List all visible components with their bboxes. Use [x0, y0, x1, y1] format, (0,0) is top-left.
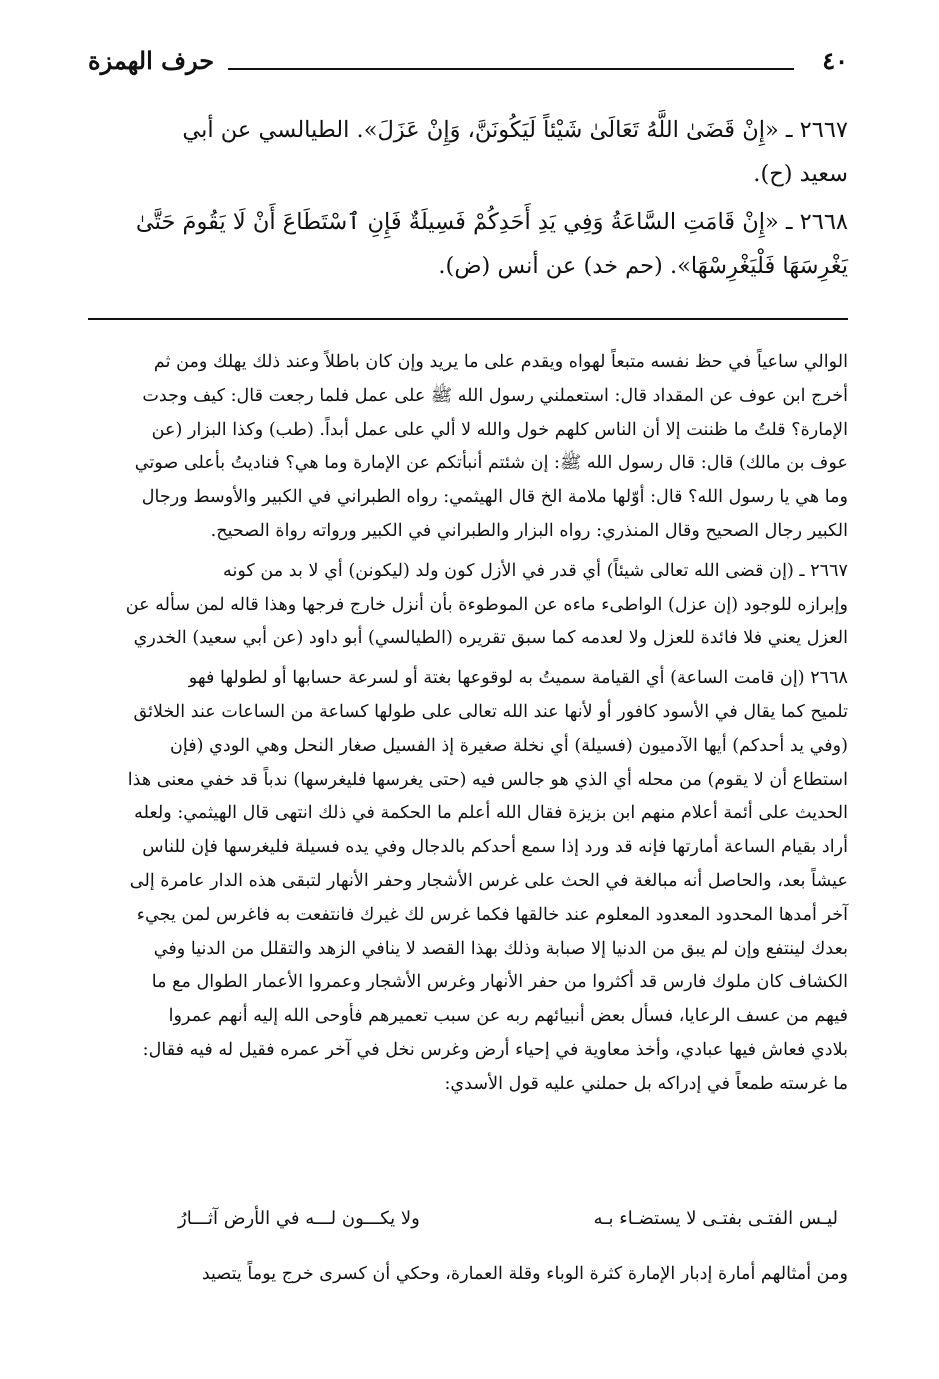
commentary-line: الكبير رجال الصحيح وقال المنذري: رواه البزار والطبراني في الكبير ورواته رواة الصحيح.	[210, 520, 848, 541]
commentary-line: عيشاً بعد، والحاصل أنه مبالغة في الحث على غرس الأشجار وحفر الأنهار لتبقى هذه الدار عامرة إلى	[129, 870, 848, 891]
hadith-2667	[88, 108, 848, 196]
poem-hemistich-first: ليـس الفتـى بفتـى لا يستضـاء بـه	[593, 1208, 838, 1229]
commentary-line: (وفي يد أحدكم) أيها الآدميون (فسيلة) أي نخلة صغيرة إذ الفسيل صغار النحل وهي الودي (فإن	[169, 735, 848, 756]
page-header	[88, 42, 848, 82]
commentary-line: الإمارة؟ قلتُ ما ظننت إلا أن الناس كلهم خول والله لا ألي على عمل أبداً. (طب) وكذا البزار (عن	[151, 419, 848, 440]
commentary-2667	[88, 555, 848, 656]
hadith-text-block	[88, 108, 848, 292]
commentary-block	[88, 346, 848, 1102]
commentary-line: آخر أمدها المحدود المعدود المعلوم عند خالقها فكما غرس لك غيرك فانتفعت به فاغرس لمن يجيء	[136, 904, 848, 925]
page-number: ٤٠	[822, 46, 848, 75]
commentary-line: فيهم من عسف الرعايا، فسأل بعض أنبيائهم ربه عن سبب تعميرهم فأوحى الله إليه أنهم عمروا	[168, 1006, 848, 1027]
commentary-line: الكشاف كان ملوك فارس قد أكثروا من حفر الأنهار وغرس الأشجار وعمروا الأعمار الطوال مع ما	[151, 972, 848, 993]
commentary-line: العزل يعني فلا فائدة للعزل ولا لعدمه كما سبق تقريره (الطيالسي) أبو داود (عن أبي سعيد) الخدري	[133, 628, 848, 649]
poem-verse	[88, 1208, 848, 1248]
commentary-intro	[88, 346, 848, 549]
hadith-line: يَغْرِسَهَا فَلْيَغْرِسْهَا». (حم خد) عن أنس (ض).	[438, 253, 848, 279]
footnote-separator	[88, 318, 848, 320]
commentary-line: عوف بن مالك) قال: قال رسول الله ﷺ: إن شئتم أنبأتكم عن الإمارة وما هي؟ فناديتُ بأعلى صوتي	[134, 453, 848, 474]
commentary-line: أراد بقيام الساعة أمارتها فإنه قد ورد إذا سمع أحدكم بالدجال وفي يده فسيلة فليغرسها فإن للناس	[142, 837, 848, 858]
commentary-line: تلميح كما يقال في الأسود كافور أو لأنها عند الله تعالى على طولها كساعة من الساعات عند الخلائق	[133, 701, 848, 722]
commentary-2668	[88, 662, 848, 1101]
hadith-line: ٢٦٦٧ ـ «إِنْ قَضَىٰ اللَّهُ تَعَالَىٰ شَيْئاً لَيَكُونَنَّ، وَإِنْ عَزَلَ». الطيالسي عن أبي	[182, 117, 848, 143]
hadith-line: سعيد (ح).	[753, 161, 848, 187]
commentary-line: بلادي فعاش فيها عبادي، وأخذ معاوية في إحياء أرض وغرس نخل في آخر عمره فقيل له فيه فقال:	[142, 1039, 848, 1060]
hadith-2668	[88, 200, 848, 288]
commentary-line: وما هي يا رسول الله؟ قال: أوّلها ملامة الخ قال الهيثمي: رواه الطبراني في الكبير والأوسط ورجال	[141, 487, 848, 508]
commentary-line: استطاع أن لا يقوم) من محله أي الذي هو جالس فيه (حتى يغرسها فليغرسها) ندباً قد خفي معنى هذا	[127, 769, 848, 790]
commentary-line: الوالي ساعياً في حظ نفسه متبعاً لهواه ويقدم على ما يريد وإن كان باطلاً وعند ذلك يهلك ومن ثم	[153, 352, 848, 372]
commentary-line: وإبرازه للوجود (إن عزل) الواطىء ماءه عن الموطوءة بأن أنزل خارج فرجها وهذا قاله لمن سأله عن	[125, 594, 848, 615]
commentary-line: ٢٦٦٧ ـ (إن قضى الله تعالى شيئاً) أي قدر في الأزل كون ولد (ليكونن) أي لا بد من كونه	[223, 560, 848, 581]
poem-hemistich-second: ولا يكـــون لـــه في الأرض آثـــارُ	[178, 1208, 420, 1229]
hadith-line: ٢٦٦٨ ـ «إِنْ قَامَتِ السَّاعَةُ وَفِي يَدِ أَحَدِكُمْ فَسِيلَةٌ فَإِنِ ٱسْتَطَاعَ أَنْ لَا يَقُومَ حَتَّىٰ	[135, 209, 848, 235]
commentary-line: الحديث على أئمة أعلام منهم ابن بزيزة فقال الله أعلم ما الحكمة في ذلك انتهى قال الهيثمي: ولعله	[134, 803, 848, 824]
commentary-line: ٢٦٦٨ (إن قامت الساعة) أي القيامة سميتُ به لوقوعها بغتة أو لسرعة حسابها أو لطولها فهو	[188, 668, 848, 689]
commentary-line: بعدك لينتفع وإن لم يبق من الدنيا إلا صبابة وذلك بهذا القصد لا ينافي الزهد والتقلل من الدنيا وفي	[153, 938, 848, 959]
chapter-title: حرف الهمزة	[88, 46, 215, 75]
commentary-line: ما غرسته طمعاً في إدراكه بل حملني عليه قول الأسدي:	[444, 1073, 848, 1094]
header-rule	[228, 68, 794, 70]
commentary-line: أخرج ابن عوف عن المقداد قال: استعملني رسول الله ﷺ على عمل فلما رجعت قال: كيف وجدت	[142, 385, 848, 406]
commentary-last-line: ومن أمثالهم أمارة إدبار الإمارة كثرة الوباء وقلة العمارة، وحكي أن كسرى خرج يوماً يتصيد	[201, 1264, 848, 1284]
